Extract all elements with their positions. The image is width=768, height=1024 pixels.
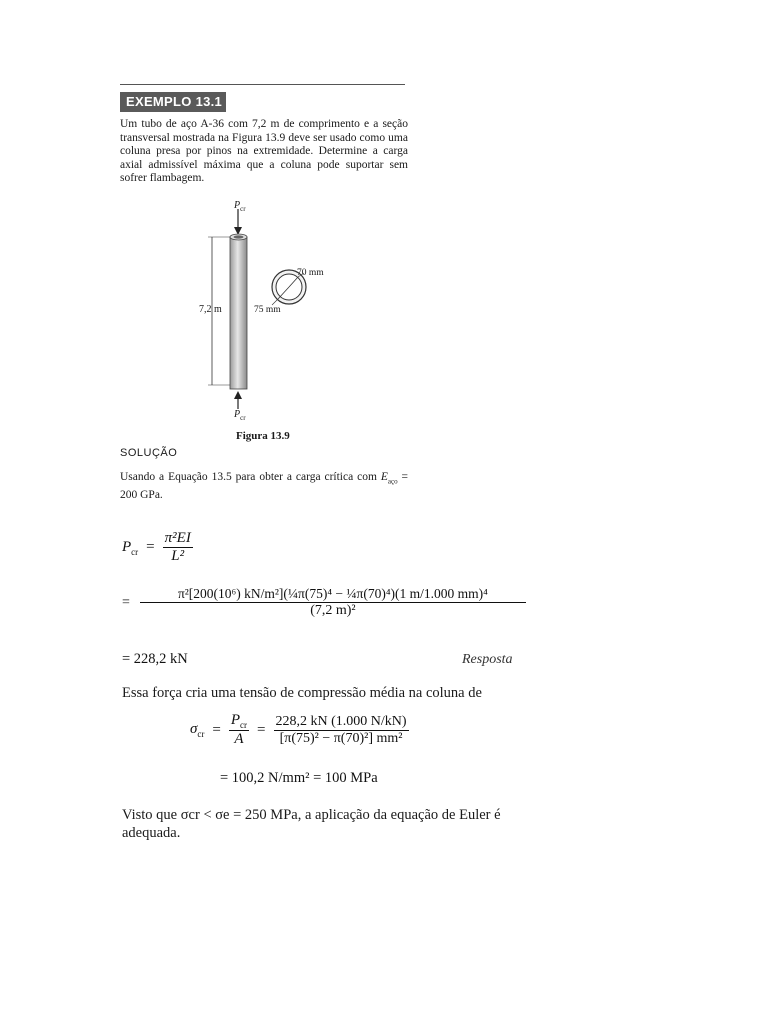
- length-label: 7,2 m: [199, 304, 222, 315]
- solution-paragraph: Usando a Equação 13.5 para obter a carga crítica com $E_{aço} = 200$ GPa.: [120, 471, 409, 501]
- column-tube: [230, 237, 247, 389]
- equation-critical-load: $P_{cr}$ = $\frac{\text{π²EI}}{\text{L²}}$: [122, 530, 191, 564]
- bottom-load-arrowhead: [234, 391, 242, 399]
- header-rule: [120, 84, 405, 85]
- answer-label: Resposta: [462, 652, 513, 667]
- inner-diameter-label: 70 mm: [297, 268, 324, 278]
- column-top-hole: [234, 235, 244, 238]
- solution-title: SOLUÇÃO: [120, 447, 178, 459]
- top-load-label: $P_{cr}$: [234, 200, 246, 213]
- example-header: EXEMPLO 13.1: [120, 92, 226, 112]
- equation-substitution: = $\frac{\text{π²[200(10⁶) kN/m²](¼π(75)⁴ − ¼π(70)⁴)(1 m/1.000 mm)⁴}}{\text{(7,2 m)²}}$: [122, 586, 526, 619]
- outer-diameter-label: 75 mm: [254, 305, 281, 315]
- equation-result-load: = 228,2 kN: [122, 651, 188, 667]
- bottom-load-label: $P_{cr}$: [234, 409, 246, 422]
- equation-stress: $\sigma_{cr}$ = $\frac{P_{cr}}{A}$ = $\frac{228,2 kN (1.000 N/kN)}{\text{[π(75)² − π(70)²] mm²}}$: [190, 712, 407, 747]
- figure-13-9: [190, 195, 370, 445]
- equation-result-stress: = 100,2 N/mm² = 100 MPa: [220, 770, 378, 786]
- intro-paragraph: Um tubo de aço A-36 com 7,2 m de comprimento e a seção transversal mostrada na Figura 13.9 deve ser usado como uma coluna presa por pinos na extremidade. Determine a carga axial admissível máxima que a coluna pode suportar sem sofrer flambagem.: [120, 118, 408, 185]
- euler-conclusion: Visto que σcr < σe = 250 MPa, a aplicação da equação de Euler é adequada.: [122, 807, 501, 841]
- figure-caption: Figura 13.9: [236, 430, 290, 442]
- stress-sentence: Essa força cria uma tensão de compressão média na coluna de: [122, 685, 482, 701]
